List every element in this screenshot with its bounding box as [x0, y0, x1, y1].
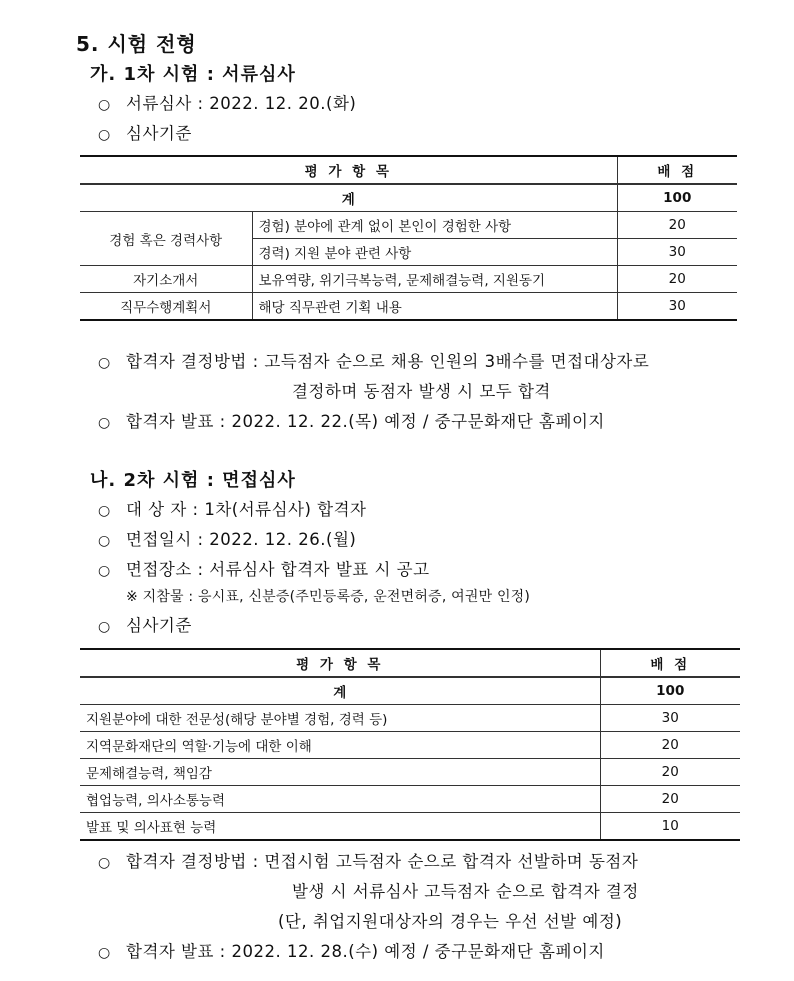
stage1-heading: 가. 1차 시험 : 서류심사 — [90, 64, 296, 85]
table-row — [80, 813, 740, 841]
stage2-heading: 나. 2차 시험 : 면접심사 — [90, 470, 296, 491]
row-score: 30 — [600, 705, 740, 732]
row-category: 직무수행계획서 — [80, 293, 252, 321]
row-score: 20 — [600, 786, 740, 813]
row-score: 20 — [600, 732, 740, 759]
table-row — [80, 293, 737, 321]
table-row — [80, 759, 740, 786]
row-item: 경험) 분야에 관계 없이 본인이 경험한 사항 — [252, 212, 617, 239]
stage1-announce: ○ 합격자 발표 : 2022. 12. 22.(목) 예정 / 중구문화재단 홈페이지 — [98, 408, 605, 432]
stage2-place: ○ 면접장소 : 서류심사 합격자 발표 시 공고 — [98, 556, 430, 580]
row-score: 20 — [600, 759, 740, 786]
row-item: 보유역량, 위기극복능력, 문제해결능력, 지원동기 — [252, 266, 617, 293]
row-category: 경험 혹은 경력사항 — [80, 212, 252, 266]
row-score: 20 — [617, 266, 737, 293]
table-row — [80, 705, 740, 732]
row-score: 30 — [617, 293, 737, 321]
stage2-target: ○ 대 상 자 : 1차(서류심사) 합격자 — [98, 496, 367, 520]
row-item: 경력) 지원 분야 관련 사항 — [252, 239, 617, 266]
table-header-score: 배 점 — [600, 649, 740, 677]
table-row — [80, 212, 737, 239]
row-item: 해당 직무관련 기획 내용 — [252, 293, 617, 321]
row-item: 협업능력, 의사소통능력 — [80, 786, 600, 813]
row-score: 10 — [600, 813, 740, 841]
row-score: 20 — [617, 212, 737, 239]
row-score: 30 — [617, 239, 737, 266]
section-title: 5. 시험 전형 — [76, 32, 197, 56]
stage2-date: ○ 면접일시 : 2022. 12. 26.(월) — [98, 526, 356, 550]
table-row — [80, 266, 737, 293]
stage1-criteria-label: ○ 심사기준 — [98, 120, 192, 144]
row-category: 자기소개서 — [80, 266, 252, 293]
stage1-decision-line2: 결정하며 동점자 발생 시 모두 합격 — [292, 382, 551, 401]
total-label: 계 — [80, 677, 600, 705]
stage2-announce: ○ 합격자 발표 : 2022. 12. 28.(수) 예정 / 중구문화재단 홈페이지 — [98, 938, 605, 962]
row-item: 지역문화재단의 역할·기능에 대한 이해 — [80, 732, 600, 759]
stage2-criteria-label: ○ 심사기준 — [98, 612, 192, 636]
stage1-date: ○ 서류심사 : 2022. 12. 20.(화) — [98, 90, 356, 114]
stage2-decision-line2: 발생 시 서류심사 고득점자 순으로 합격자 결정 — [292, 882, 639, 901]
total-label: 계 — [80, 184, 617, 212]
stage2-decision-line1: ○ 합격자 결정방법 : 면접시험 고득점자 순으로 합격자 선발하며 동점자 — [98, 848, 638, 872]
row-item: 지원분야에 대한 전문성(해당 분야별 경험, 경력 등) — [80, 705, 600, 732]
stage2-criteria-table — [80, 648, 740, 841]
table-row — [80, 732, 740, 759]
total-value: 100 — [617, 184, 737, 212]
total-value: 100 — [600, 677, 740, 705]
stage2-decision-line3: (단, 취업지원대상자의 경우는 우선 선발 예정) — [278, 912, 623, 931]
stage1-decision-line1: ○ 합격자 결정방법 : 고득점자 순으로 채용 인원의 3배수를 면접대상자로 — [98, 348, 649, 372]
table-header-item: 평 가 항 목 — [80, 156, 617, 184]
stage1-criteria-table — [80, 155, 737, 321]
row-item: 발표 및 의사표현 능력 — [80, 813, 600, 841]
row-item: 문제해결능력, 책임감 — [80, 759, 600, 786]
stage2-items-note: ※ 지참물 : 응시표, 신분증(주민등록증, 운전면허증, 여권만 인정) — [126, 589, 531, 605]
table-row — [80, 786, 740, 813]
table-header-item: 평 가 항 목 — [80, 649, 600, 677]
table-header-score: 배 점 — [617, 156, 737, 184]
